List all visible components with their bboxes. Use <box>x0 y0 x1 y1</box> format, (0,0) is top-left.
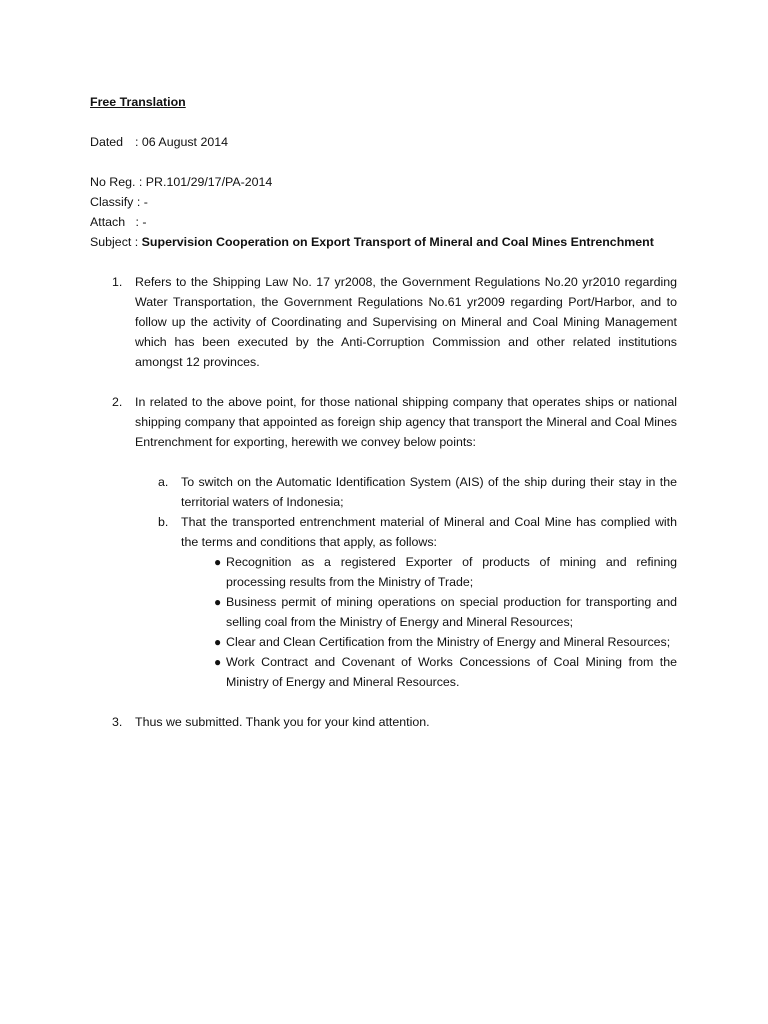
classify-label: Classify : <box>90 195 141 209</box>
sub-list <box>90 472 677 692</box>
subject-value: Supervision Cooperation on Export Transport of Mineral and Coal Mines Entrenchment <box>141 235 654 249</box>
document <box>90 92 677 732</box>
numbered-list <box>90 272 677 452</box>
bullet-text: Clear and Clean Certification from the Ministry of Energy and Mineral Resources; <box>226 635 671 649</box>
item-text: Thus we submitted. Thank you for your kind attention. <box>135 715 430 729</box>
sub-list-item <box>90 512 677 552</box>
sub-item-text: To switch on the Automatic Identification System (AIS) of the ship during their stay in the territorial waters of Indonesia; <box>181 475 677 509</box>
bullet-text: Work Contract and Covenant of Works Concessions of Coal Mining from the Ministry of Energy and Mineral Resources. <box>226 655 677 689</box>
item-text: Refers to the Shipping Law No. 17 yr2008, the Government Regulations No.20 yr2010 regarding Water Transportation, the Government Regulations No.61 yr2009 regarding Port/Harbor, and to follow up the activity of Coordinating and Supervising on Mineral and Coal Mining Management which has been executed by the Anti-Corruption Commission and other related institutions amongst 12 provinces. <box>135 275 677 369</box>
document-title: Free Translation <box>90 95 186 109</box>
list-item <box>90 712 677 732</box>
classify-value: - <box>143 195 148 209</box>
sub-list-item <box>90 472 677 512</box>
subject-label: Subject : <box>90 235 139 249</box>
item-number: 3. <box>112 715 123 729</box>
classify-line <box>90 192 677 212</box>
item-number: 2. <box>112 395 123 409</box>
bullet-text: Recognition as a registered Exporter of products of mining and refining processing results from the Ministry of Trade; <box>226 555 677 589</box>
list-item <box>90 392 677 452</box>
numbered-list-continued <box>90 712 677 732</box>
bullet-dot-icon: ● <box>214 635 222 649</box>
noreg-label: No Reg. : <box>90 175 143 189</box>
attach-label: Attach <box>90 215 126 229</box>
bullet-dot-icon: ● <box>214 595 222 609</box>
list-item <box>90 272 677 372</box>
bullet-dot-icon: ● <box>214 655 222 669</box>
dated-label: Dated <box>90 135 124 149</box>
bullet-dot-icon: ● <box>214 555 222 569</box>
noreg-value: PR.101/29/17/PA-2014 <box>145 175 273 189</box>
dated-line <box>90 132 677 152</box>
bullet-item <box>90 632 677 652</box>
attach-line <box>90 212 677 232</box>
bullet-item <box>90 652 677 692</box>
item-number: 1. <box>112 275 123 289</box>
subject-line <box>90 232 677 252</box>
bullet-item <box>90 552 677 592</box>
dated-value: : 06 August 2014 <box>135 135 229 149</box>
sub-item-text: That the transported entrenchment material of Mineral and Coal Mine has complied with the terms and conditions that apply, as follows: <box>181 515 677 549</box>
sub-item-letter: b. <box>158 515 169 529</box>
bullet-list <box>90 552 677 692</box>
noreg-line <box>90 172 677 192</box>
bullet-item <box>90 592 677 632</box>
attach-value: : - <box>135 215 147 229</box>
sub-item-letter: a. <box>158 475 169 489</box>
bullet-text: Business permit of mining operations on special production for transporting and selling coal from the Ministry of Energy and Mineral Resources; <box>226 595 677 629</box>
item-text: In related to the above point, for those national shipping company that operates ships or national shipping company that appointed as foreign ship agency that transport the Mineral and Coal Mines Entrenchment for exporting, herewith we convey below points: <box>135 395 677 449</box>
